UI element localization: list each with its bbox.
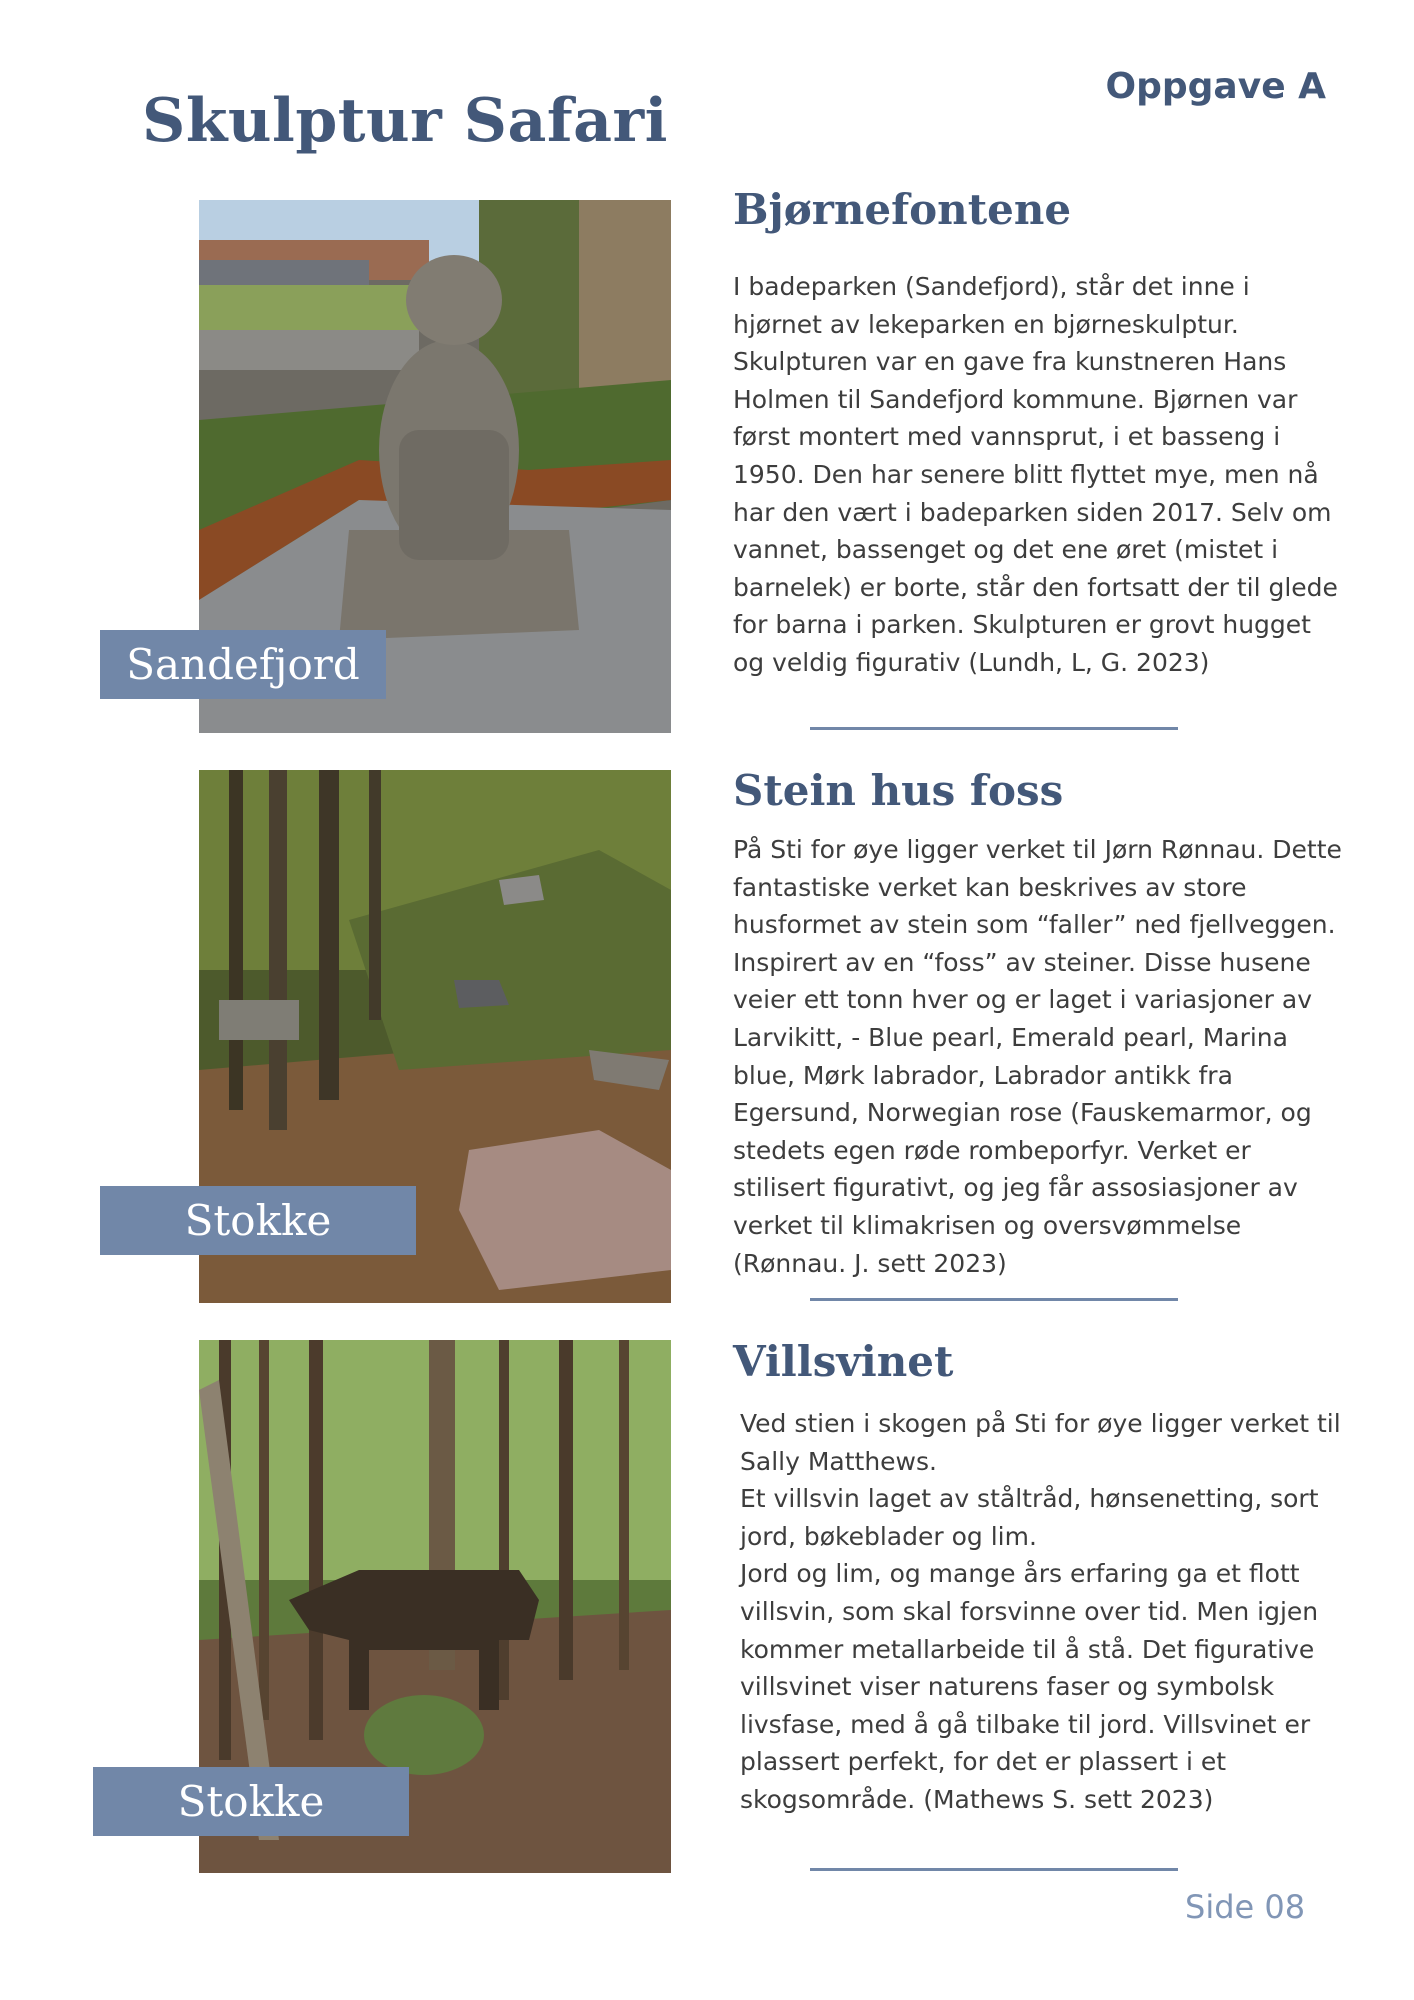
page-title: Skulptur Safari <box>142 86 668 156</box>
section-divider <box>810 1868 1178 1871</box>
section-heading-villsvinet: Villsvinet <box>733 1337 954 1386</box>
location-tag-sandefjord: Sandefjord <box>100 630 386 699</box>
section-divider <box>810 727 1178 730</box>
section-heading-bjornefontene: Bjørnefontene <box>733 185 1072 234</box>
location-tag-stokke: Stokke <box>93 1767 409 1836</box>
page-number: Side 08 <box>1185 1888 1306 1926</box>
section-text-villsvinet: Ved stien i skogen på Sti for øye ligger verket til Sally Matthews. Et villsvin laget av ståltråd, hønsenetting, sort jord, bøkeblader og lim. Jord og lim, og mange års erfaring ga et flott villsvin, som skal forsvinne over tid. Men igjen kommer metallarbeide til å stå. Det figurative villsvinet viser naturens faser og symbolsk livsfase, med å gå tilbake til jord. Villsvinet er plassert perfekt, for det er plassert i et skogsområde. (Mathews S. sett 2023) <box>740 1409 1341 1814</box>
location-tag-stokke: Stokke <box>100 1186 416 1255</box>
section-text-stein-hus-foss: På Sti for øye ligger verket til Jørn Rønnau. Dette fantastiske verket kan beskrives av store husformet av stein som “faller” ned fjellveggen. Inspirert av en “foss” av steiner. Disse husene veier ett tonn hver og er laget i variasjoner av Larvikitt, - Blue pearl, Emerald pearl, Marina blue, Mørk labrador, Labrador antikk fra Egersund, Norwegian rose (Fauskemarmor, og stedets egen røde rombeporfyr. Verket er stilisert figurativt, og jeg får assosiasjoner av verket til klimakrisen og oversvømmelse (Rønnau. J. sett 2023) <box>733 835 1342 1278</box>
task-label: Oppgave A <box>1105 66 1326 107</box>
section-divider <box>810 1298 1178 1301</box>
section-text-bjornefontene: I badeparken (Sandefjord), står det inne i hjørnet av lekeparken en bjørneskulptur. Skulpturen var en gave fra kunstneren Hans Holmen til Sandefjord kommune. Bjørnen var først montert med vannsprut, i et basseng i 1950. Den har senere blitt flyttet mye, men nå har den vært i badeparken siden 2017. Selv om vannet, bassenget og det ene øret (mistet i barnelek) er borte, står den fortsatt der til glede for barna i parken. Skulpturen er grovt hugget og veldig figurativ (Lundh, L, G. 2023) <box>733 272 1338 677</box>
section-heading-stein-hus-foss: Stein hus foss <box>733 766 1064 815</box>
